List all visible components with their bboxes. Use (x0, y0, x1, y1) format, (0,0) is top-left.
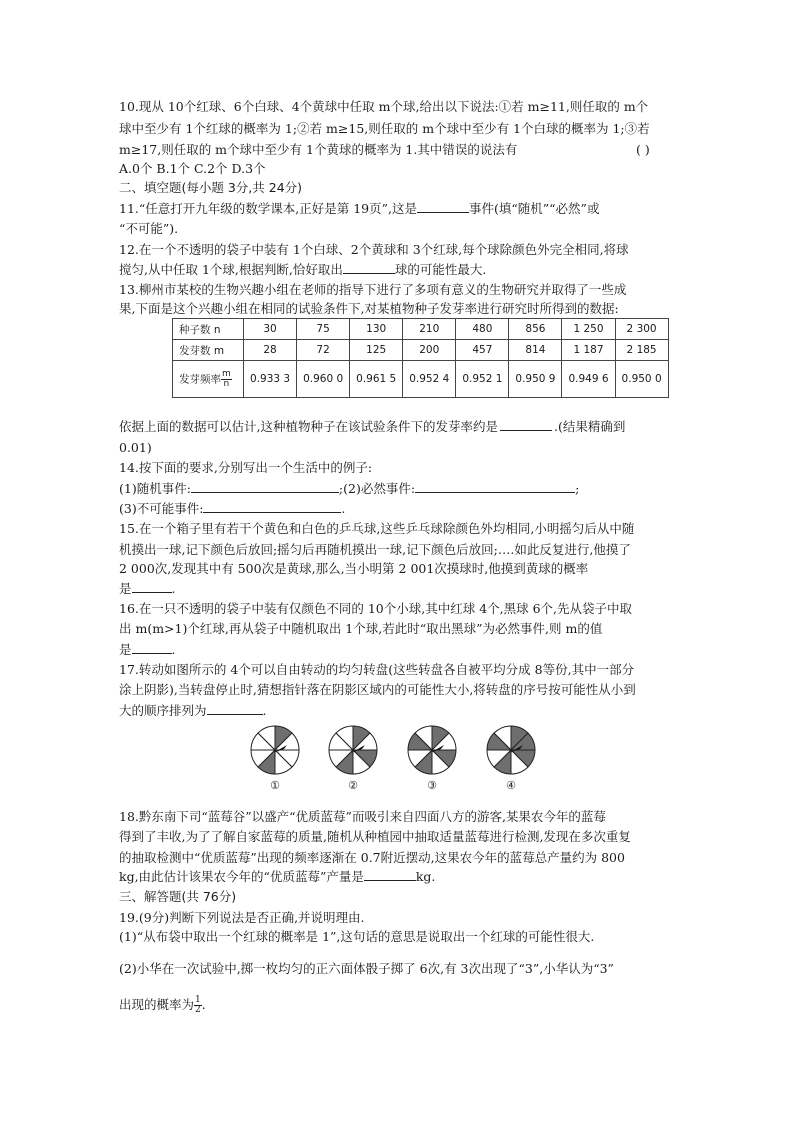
table-cell: 72 (297, 340, 350, 361)
rate-label: 发芽频率 (179, 373, 221, 385)
row-label-seed-count: 种子数 n (173, 319, 244, 340)
q14-line3 (119, 500, 345, 518)
q14-blank-2 (415, 480, 575, 493)
table-cell: 75 (297, 319, 350, 340)
q19-item3 (119, 996, 206, 1015)
q14-line1: 14.按下面的要求,分别写出一个生活中的例子: (119, 460, 373, 475)
m-over-n-fraction (221, 370, 232, 389)
q13-text-b: .(结果精确到 (553, 419, 626, 434)
q17-line3 (119, 702, 267, 720)
spinner-1-label: ① (270, 779, 280, 792)
table-cell: 130 (350, 319, 403, 340)
table-cell: 2 185 (615, 340, 668, 361)
fraction-denominator: n (223, 378, 230, 389)
q13-line1: 13.柳州市某校的生物兴趣小组在老师的指导下进行了多项有意义的生物研究并取得了一些成 (119, 282, 627, 297)
table-cell: 814 (509, 340, 562, 361)
row-label-germination-rate (173, 361, 244, 398)
q10-answer-bracket: ( ) (636, 142, 650, 157)
q10-line1: 10.现从 10个红球、6个白球、4个黄球中任取 m个球,给出以下说法:①若 m≥11,则任取的 m个 (119, 99, 649, 114)
q17-text-a: 大的顺序排列为 (119, 703, 207, 718)
table-cell: 125 (350, 340, 403, 361)
row-label-germination-count: 发芽数 m (173, 340, 244, 361)
q18-line4 (119, 868, 435, 886)
table-cell: 856 (509, 319, 562, 340)
q14-item3: (3)不可能事件: (119, 501, 204, 516)
table-cell: 28 (244, 340, 297, 361)
q19-text-b: . (201, 997, 206, 1012)
table-cell: 1 250 (562, 319, 615, 340)
table-cell: 1 187 (562, 340, 615, 361)
one-half-fraction (194, 996, 202, 1015)
q12-blank (343, 261, 395, 274)
spinner-1-wheel (245, 724, 305, 776)
q14-item1: (1)随机事件: (119, 481, 191, 496)
q14-blank-1 (191, 480, 339, 493)
q12-text-b: 球的可能性最大. (394, 262, 487, 277)
q13-text-a: 依据上面的数据可以估计,这种植物种子在该试验条件下的发芽率约是 (119, 419, 498, 434)
table-cell: 2 300 (615, 319, 668, 340)
table-cell: 480 (456, 319, 509, 340)
q10-line2: 球中至少有 1个红球的概率为 1;②若 m≥15,则任取的 m个球中至少有 1个白球的概率为 1;③若 (119, 121, 650, 136)
table-cell: 0.950 0 (615, 361, 668, 398)
q18-text-b: kg. (415, 869, 436, 884)
table-cell: 457 (456, 340, 509, 361)
q15-blank (132, 580, 172, 593)
spinner-3-wheel (402, 724, 462, 776)
q14-item3-end: . (341, 501, 346, 516)
q16-line3 (119, 641, 176, 659)
spinner-4-label: ④ (506, 779, 516, 792)
q18-text-a: kg,由此估计该果农今年的“优质蓝莓”产量是 (119, 869, 364, 884)
table-cell: 0.952 4 (403, 361, 456, 398)
q19-item1: (1)“从布袋中取出一个红球的概率是 1”,这句话的意思是说取出一个红球的可能性很大. (119, 929, 595, 944)
fraction-numerator: 1 (195, 995, 201, 1005)
q11-line2: “不可能”). (119, 221, 179, 236)
q11-blank (417, 200, 469, 213)
spinner-1 (245, 724, 305, 792)
table-cell: 30 (244, 319, 297, 340)
spinner-3 (402, 724, 462, 792)
q18-line1: 18.黔东南下司“蓝莓谷”以盛产“优质蓝莓”而吸引来自四面八方的游客,某果农今年的蓝莓 (119, 809, 606, 824)
q13-line2: 果,下面是这个兴趣小组在相同的试验条件下,对某植物种子发芽率进行研究时所得到的数据: (119, 301, 619, 316)
section-2-heading: 二、填空题(每小题 3分,共 24分) (119, 180, 303, 195)
q17-line2: 涂上阴影),当转盘停止时,猜想指针落在阴影区域内的可能性大小,将转盘的序号按可能性从小到 (119, 682, 636, 697)
q18-blank (364, 868, 416, 881)
spinner-figure (245, 724, 565, 792)
q19-text-a: 出现的概率为 (119, 997, 195, 1012)
q14-item2: ;(2)必然事件: (338, 481, 416, 496)
table-cell: 200 (403, 340, 456, 361)
spinner-4 (481, 724, 541, 792)
fraction-numerator: m (222, 368, 231, 379)
q16-line1: 16.在一只不透明的袋子中装有仅颜色不同的 10个小球,其中红球 4个,黑球 6个,先从袋子中取 (119, 601, 633, 616)
q15-line2: 机摸出一球,记下颜色后放回;摇匀后再随机摸出一球,记下颜色后放回;….如此反复进行,他摸了 (119, 542, 631, 557)
spinner-2 (323, 724, 383, 792)
spinner-3-label: ③ (427, 779, 437, 792)
q17-text-b: . (262, 703, 267, 718)
q13-line3 (119, 418, 625, 436)
table-cell: 0.949 6 (562, 361, 615, 398)
q15-text-b: . (171, 581, 176, 596)
spinner-2-wheel (323, 724, 383, 776)
q12-text-a: 搅匀,从中任取 1个球,根据判断,恰好取出 (119, 262, 343, 277)
table-row (173, 340, 669, 361)
q16-text-b: . (171, 642, 176, 657)
spinner-2-label: ② (348, 779, 358, 792)
q15-line1: 15.在一个箱子里有若干个黄色和白色的乒乓球,这些乒乓球除颜色外均相同,小明摇匀后从中随 (119, 521, 635, 536)
q18-line2: 得到了丰收,为了了解自家蓝莓的质量,随机从种植园中抽取适量蓝莓进行检测,发现在多次重复 (119, 829, 631, 844)
q19-item2: (2)小华在一次试验中,掷一枚均匀的正六面体骰子掷了 6次,有 3次出现了“3”,小华认为“3” (119, 961, 614, 976)
q11-text-a: 11.“任意打开九年级的数学课本,正好是第 19页”,这是 (119, 201, 417, 216)
q15-line4 (119, 580, 176, 598)
q19-line1: 19.(9分)判断下列说法是否正确,并说明理由. (119, 910, 365, 925)
germination-table (172, 318, 669, 398)
table-cell: 210 (403, 319, 456, 340)
q14-item2-end: ; (575, 481, 580, 496)
q16-line2: 出 m(m>1)个红球,再从袋子中随机取出 1个球,若此时“取出黑球”为必然事件,则 m的值 (119, 621, 603, 636)
q17-line1: 17.转动如图所示的 4个可以自由转动的均匀转盘(这些转盘各自被平均分成 8等份,其中一部分 (119, 662, 635, 677)
table-row (173, 361, 669, 398)
q14-blank-3 (203, 500, 341, 513)
section-3-heading: 三、解答题(共 76分) (119, 889, 237, 904)
table-cell: 0.950 9 (509, 361, 562, 398)
q15-line3: 2 000次,发现其中有 500次是黄球,那么,当小明第 2 001次摸球时,他摸到黄球的概率 (119, 561, 589, 576)
q11-line1 (119, 200, 599, 218)
q12-line1: 12.在一个不透明的袋子中装有 1个白球、2个黄球和 3个红球,每个球除颜色外完全相同,将球 (119, 242, 629, 257)
fraction-denominator: 2 (195, 1005, 201, 1015)
q11-text-b: 事件(填“随机”“必然”或 (469, 201, 600, 216)
q16-text-a: 是 (119, 642, 132, 657)
q10-line3: m≥17,则任取的 m个球中至少有 1个黄球的概率为 1.其中错误的说法有 (119, 142, 518, 157)
table-cell: 0.960 0 (297, 361, 350, 398)
q15-text-a: 是 (119, 581, 132, 596)
spinner-4-wheel (481, 724, 541, 776)
q14-line2 (119, 480, 579, 498)
table-row (173, 319, 669, 340)
q13-line4: 0.01) (119, 440, 152, 455)
table-cell: 0.961 5 (350, 361, 403, 398)
q10-options: A.0个 B.1个 C.2个 D.3个 (119, 161, 266, 176)
q13-blank (500, 418, 552, 431)
q16-blank (132, 641, 172, 654)
table-cell: 0.952 1 (456, 361, 509, 398)
q18-line3: 的抽取检测中“优质蓝莓”出现的频率逐渐在 0.7附近摆动,这果农今年的蓝莓总产量约为 800 (119, 850, 625, 865)
q17-blank (207, 702, 263, 715)
table-cell: 0.933 3 (244, 361, 297, 398)
q12-line2 (119, 261, 486, 279)
